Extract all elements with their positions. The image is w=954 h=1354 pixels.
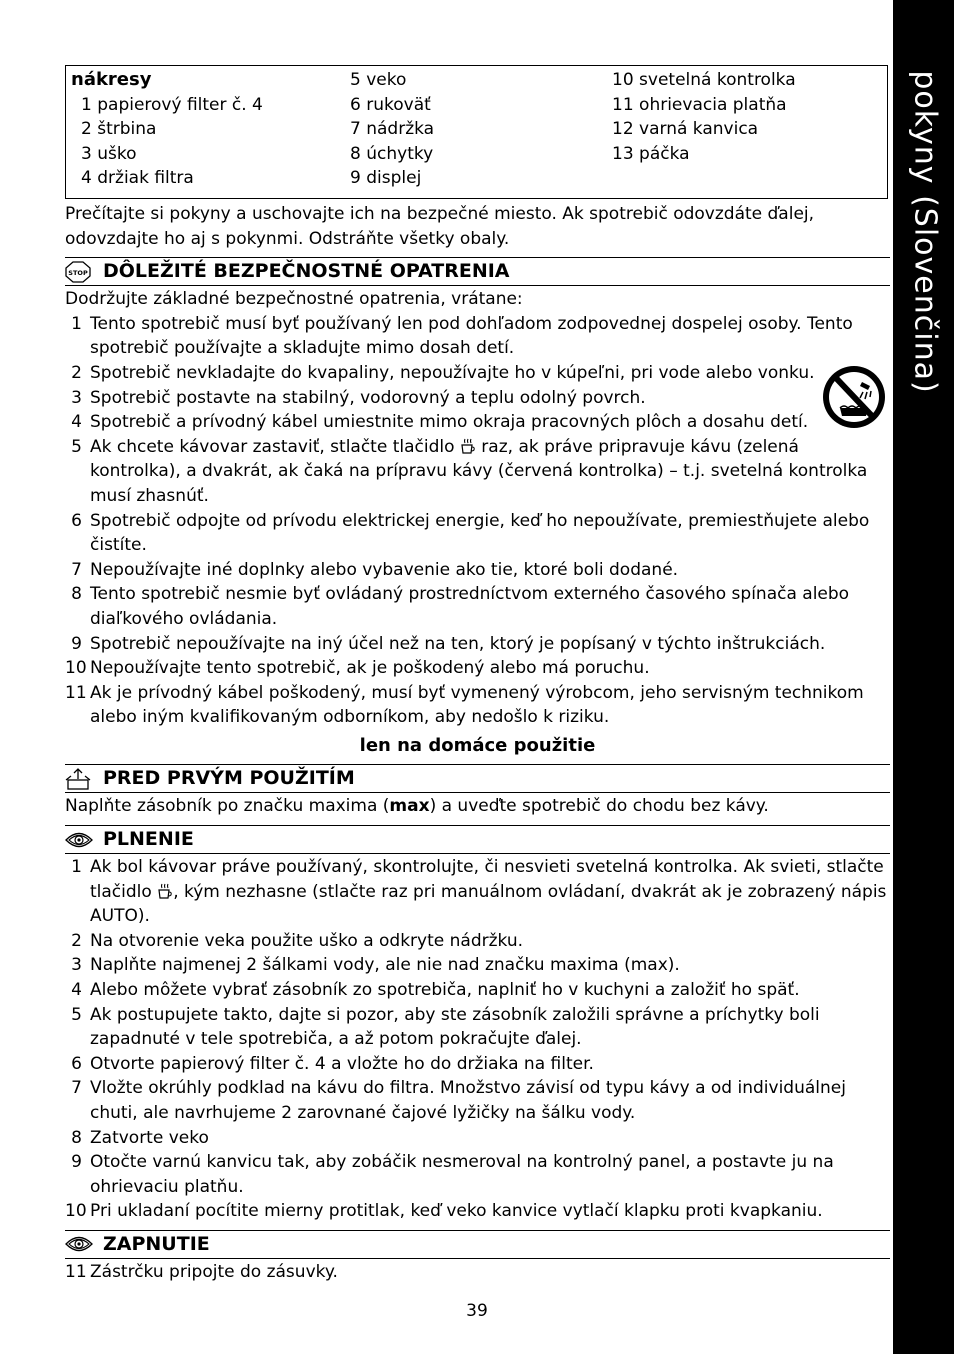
list-item: 3 Spotrebič postavte na stabilný, vodorovný a teplu odolný povrch. bbox=[71, 387, 646, 408]
list-item: 2 Spotrebič nevkladajte do kvapaliny, nepoužívajte ho v kúpeľni, pri vode alebo vonku. bbox=[71, 362, 815, 383]
eye-icon bbox=[65, 1233, 93, 1255]
list-item: 7 Vložte okrúhly podklad na kávu do filtra. Množstvo závisí od typu kávy a od individuálnej chuti, ale navrhujeme 2 zarovnané čajové lyžičky na šálku vody. bbox=[71, 1078, 846, 1123]
list-item: 4 Alebo môžete vybrať zásobník zo spotrebiča, naplniť ho v kuchyni a založiť ho späť. bbox=[71, 980, 800, 1001]
switch-on-heading bbox=[65, 1230, 890, 1259]
list-item: 8 Tento spotrebič nesmie byť ovládaný prostredníctvom externého časového spínača alebo diaľkového ovládania. bbox=[71, 584, 850, 629]
brew-button-icon bbox=[157, 882, 173, 900]
home-use-note: len na domáce použitie bbox=[359, 734, 596, 756]
intro-paragraph: Prečítajte si pokyny a uschovajte ich na bezpečné miesto. Ak spotrebič odovzdáte ďalej, odovzdajte ho aj s pokynmi. Odstráňte všetky obaly. bbox=[65, 204, 815, 249]
part-item: 10 svetelná kontrolka bbox=[612, 70, 796, 90]
list-item: 9 Otočte varnú kanvicu tak, aby zobáčik nesmeroval na kontrolný panel, a postavte ju na ohrievaciu platňu. bbox=[71, 1152, 834, 1197]
svg-text:STOP: STOP bbox=[68, 268, 88, 277]
filling-list bbox=[65, 855, 890, 1224]
list-item: 10 Pri ukladaní pocítite mierny protitlak, keď veko kanvice vytlačí klapku proti kvapkaniu. bbox=[65, 1201, 823, 1222]
filling-heading-label: PLNENIE bbox=[103, 828, 194, 851]
switch-on-list bbox=[65, 1260, 890, 1285]
part-item: 8 úchytky bbox=[350, 143, 434, 164]
first-use-heading-label: PRED PRVÝM POUŽITÍM bbox=[103, 767, 355, 790]
first-use-icon bbox=[65, 768, 93, 790]
stop-icon bbox=[65, 261, 93, 283]
list-item: 2 Na otvorenie veka použite uško a odkryte nádržku. bbox=[71, 930, 524, 951]
list-item: 1 Tento spotrebič musí byť používaný len pod dohľadom zodpovednej dospelej osoby. Tento spotrebič používajte a skladujte mimo dosah detí. bbox=[71, 313, 853, 359]
list-item: 6 Spotrebič odpojte od prívodu elektrickej energie, keď ho nepoužívate, premiestňujete alebo čistíte. bbox=[71, 510, 870, 556]
language-sidebar bbox=[893, 0, 954, 1354]
parts-column-1 bbox=[71, 68, 263, 191]
parts-column-3 bbox=[612, 68, 796, 166]
part-item: 4 držiak filtra bbox=[81, 168, 194, 189]
safety-heading bbox=[65, 257, 890, 286]
eye-icon bbox=[65, 829, 93, 851]
list-item: 3 Naplňte najmenej 2 šálkami vody, ale nie nad značku maxima (max). bbox=[71, 955, 680, 976]
list-item: 5 Ak postupujete takto, dajte si pozor, aby ste zásobník založili správne a príchytky boli zapadnuté v tele spotrebiča, a až potom pokračujte ďalej. bbox=[71, 1004, 820, 1050]
safety-intro: Dodržujte základné bezpečnostné opatrenia, vrátane: bbox=[65, 289, 523, 310]
sidebar-title: pokyny (Slovenčina) bbox=[906, 70, 942, 394]
parts-box bbox=[65, 65, 888, 199]
part-item: 1 papierový filter č. 4 bbox=[81, 94, 263, 115]
safety-heading-label: DÔLEŽITÉ BEZPEČNOSTNÉ OPATRENIA bbox=[103, 260, 510, 283]
part-item: 2 štrbina bbox=[81, 119, 157, 140]
switch-on-heading-label: ZAPNUTIE bbox=[103, 1232, 210, 1255]
first-use-text: Naplňte zásobník po značku maxima (max) a uveďte spotrebič do chodu bez kávy. bbox=[65, 796, 769, 817]
list-item: 1 Ak bol kávovar práve používaný, skontrolujte, či nesvieti svetelná kontrolka. Ak svieti, stlačte tlačidlo , kým nezhasne (stlačte raz pri manuálnom ovládaní, dvakrát ak je zobrazený nápis AUTO). bbox=[71, 857, 887, 927]
list-item: 11 Zástrčku pripojte do zásuvky. bbox=[65, 1261, 338, 1282]
list-item: 6 Otvorte papierový filter č. 4 a vložte ho do držiaka na filter. bbox=[71, 1053, 594, 1074]
parts-title: nákresy bbox=[71, 69, 152, 90]
part-item: 6 rukoväť bbox=[350, 94, 431, 115]
filling-heading bbox=[65, 825, 890, 854]
part-item: 11 ohrievacia platňa bbox=[612, 94, 787, 115]
main-content bbox=[65, 202, 890, 1285]
list-item: 10 Nepoužívajte tento spotrebič, ak je poškodený alebo má poruchu. bbox=[65, 658, 650, 679]
part-item: 5 veko bbox=[350, 70, 407, 90]
list-item: 4 Spotrebič a prívodný kábel umiestnite mimo okraja pracovných plôch a dosahu detí. bbox=[71, 412, 809, 433]
part-item: 9 displej bbox=[350, 168, 422, 189]
list-item: 7 Nepoužívajte iné doplnky alebo vybavenie ako tie, ktoré boli dodané. bbox=[71, 559, 679, 580]
part-item: 3 uško bbox=[81, 143, 137, 164]
first-use-heading bbox=[65, 764, 890, 793]
page-number: 39 bbox=[466, 1301, 488, 1321]
list-item: 9 Spotrebič nepoužívajte na iný účel než na ten, ktorý je popísaný v týchto inštrukciách. bbox=[71, 633, 826, 654]
list-item: 5 Ak chcete kávovar zastaviť, stlačte tlačidlo raz, ak práve pripravuje kávu (zelená kontrolka), a dvakrát, ak čaká na prípravu kávy (červená kontrolka) – t.j. svetelná kontrolka musí zhasnúť. bbox=[71, 436, 868, 506]
parts-column-2 bbox=[350, 68, 434, 191]
list-item: 8 Zatvorte veko bbox=[71, 1127, 209, 1148]
part-item: 7 nádržka bbox=[350, 119, 435, 140]
safety-list bbox=[65, 312, 890, 730]
list-item: 11 Ak je prívodný kábel poškodený, musí byť vymenený výrobcom, jeho servisným technikom alebo iným kvalifikovaným odborníkom, aby nedošlo k riziku. bbox=[65, 682, 864, 728]
part-item: 12 varná kanvica bbox=[612, 119, 759, 140]
part-item: 13 páčka bbox=[612, 143, 690, 164]
brew-button-icon bbox=[460, 437, 476, 455]
